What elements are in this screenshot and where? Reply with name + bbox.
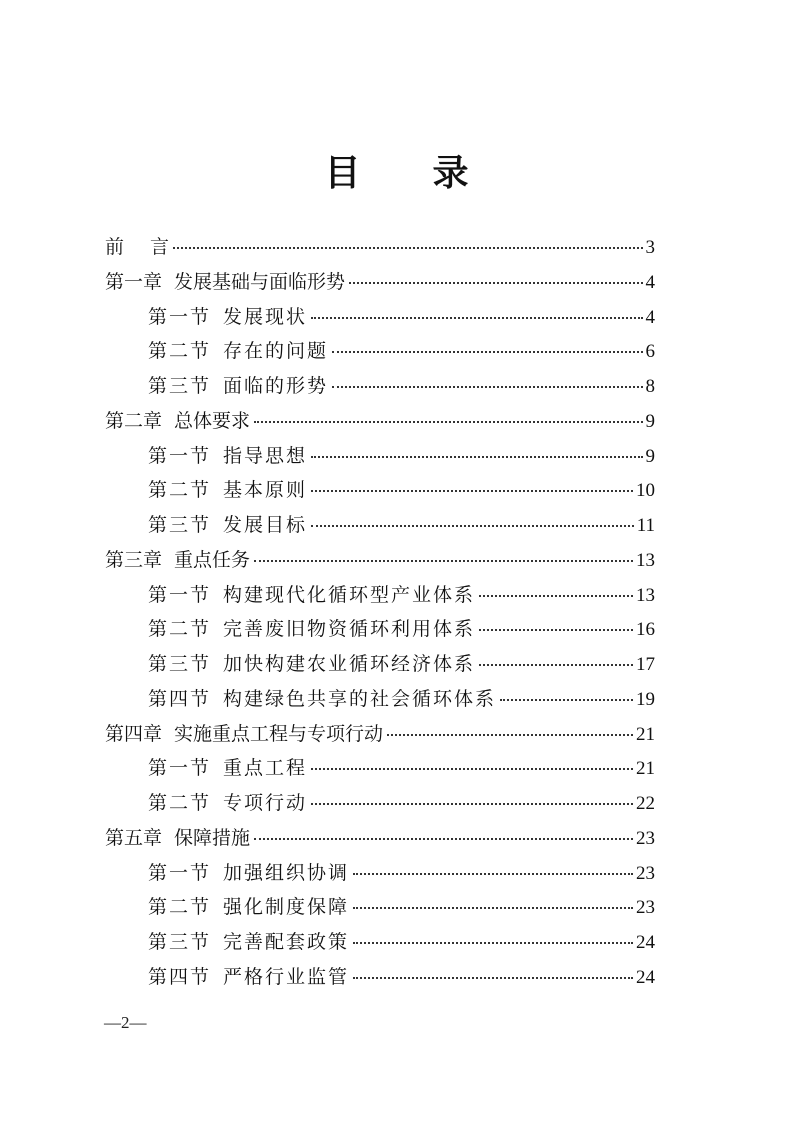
dot-leader — [254, 560, 633, 562]
toc-entry-label — [148, 612, 475, 647]
toc-section-row[interactable] — [105, 682, 655, 717]
toc-entry-number: 第三节 — [148, 375, 212, 397]
dot-leader — [353, 942, 633, 944]
toc-entry-title: 总体要求 — [174, 409, 251, 432]
toc-entry-number: 第三节 — [148, 653, 212, 675]
toc-page-number: 16 — [636, 619, 655, 641]
toc-page-number: 13 — [636, 549, 655, 571]
dot-leader — [353, 873, 633, 875]
toc-entry-label — [105, 821, 250, 856]
toc-section-row[interactable] — [105, 925, 655, 960]
toc-entry-number: 第四节 — [148, 687, 212, 710]
toc-entry-number: 第一章 — [105, 270, 163, 293]
dot-leader — [311, 768, 633, 770]
toc-section-row[interactable] — [105, 508, 655, 543]
dot-leader — [387, 734, 633, 736]
toc-entry-title: 完善配套政策 — [223, 931, 350, 953]
toc-entry-number: 第四节 — [148, 965, 212, 988]
dot-leader — [349, 282, 642, 284]
toc-entry-number: 第二章 — [105, 409, 163, 432]
toc-entry-title: 严格行业监管 — [223, 965, 350, 988]
toc-entry-title: 实施重点工程与专项行动 — [174, 722, 384, 745]
toc-page-number: 11 — [636, 515, 655, 536]
dot-leader — [332, 351, 642, 353]
toc-chapter-row[interactable] — [105, 543, 655, 578]
toc-page-number: 19 — [636, 688, 655, 710]
toc-entry-title: 构建绿色共享的社会循环体系 — [223, 687, 497, 710]
toc-entry-number: 第三节 — [148, 931, 212, 953]
toc-section-row[interactable] — [105, 439, 655, 474]
toc-page-number: 22 — [636, 793, 655, 814]
toc-entry-label — [148, 682, 496, 717]
toc-page-number: 3 — [645, 237, 655, 258]
toc-entry-label — [148, 925, 349, 960]
dot-leader — [479, 629, 633, 631]
toc-entry-title: 发展目标 — [223, 514, 308, 536]
toc-entry-label — [148, 473, 307, 508]
toc-chapter-row[interactable] — [105, 404, 655, 439]
table-of-contents — [105, 230, 655, 995]
toc-section-row[interactable] — [105, 578, 655, 613]
dot-leader — [311, 317, 642, 319]
toc-entry-label — [148, 960, 349, 995]
toc-entry-title: 重点工程 — [223, 757, 308, 780]
toc-page-number: 23 — [636, 862, 655, 884]
dot-leader — [500, 699, 633, 701]
toc-section-row[interactable] — [105, 786, 655, 821]
toc-entry-label — [105, 230, 169, 265]
toc-entry-title: 强化制度保障 — [223, 896, 350, 919]
toc-entry-number: 前 — [105, 236, 125, 258]
toc-entry-title: 面临的形势 — [223, 375, 329, 397]
toc-page-number: 6 — [645, 341, 655, 363]
dot-leader — [173, 247, 642, 249]
toc-page-number: 23 — [636, 827, 655, 849]
dot-leader — [353, 977, 633, 979]
toc-entry-label — [105, 543, 250, 578]
toc-entry-title: 存在的问题 — [223, 340, 329, 363]
toc-page-number: 8 — [645, 376, 655, 397]
toc-entry-title: 构建现代化循环型产业体系 — [223, 583, 476, 606]
toc-entry-title: 发展现状 — [223, 305, 308, 328]
toc-entry-number: 第二节 — [148, 618, 212, 641]
toc-entry-label — [148, 856, 349, 891]
toc-chapter-row[interactable] — [105, 717, 655, 752]
toc-chapter-row[interactable] — [105, 821, 655, 856]
toc-entry-number: 第一节 — [148, 583, 212, 606]
toc-page-number: 21 — [636, 758, 655, 780]
toc-entry-title: 指导思想 — [223, 444, 308, 467]
toc-entry-number: 第四章 — [105, 722, 163, 745]
toc-page-number: 17 — [636, 654, 655, 675]
dot-leader — [254, 421, 642, 423]
toc-entry-title: 言 — [150, 236, 170, 258]
toc-page-number: 4 — [645, 306, 655, 328]
toc-entry-title: 发展基础与面临形势 — [174, 270, 346, 293]
toc-section-row[interactable] — [105, 647, 655, 682]
dot-leader — [311, 456, 642, 458]
toc-section-row[interactable] — [105, 856, 655, 891]
toc-entry-label — [148, 647, 475, 682]
toc-section-row[interactable] — [105, 334, 655, 369]
dot-leader — [479, 664, 633, 666]
toc-entry-label — [105, 265, 345, 300]
toc-page-number: 10 — [636, 480, 655, 502]
toc-entry-label — [148, 786, 307, 821]
toc-page-number: 24 — [636, 932, 655, 953]
toc-entry-label — [148, 751, 307, 786]
toc-entry-number: 第二节 — [148, 340, 212, 363]
toc-entry-title: 加快构建农业循环经济体系 — [223, 653, 476, 675]
toc-entry-label — [148, 369, 328, 404]
toc-entry-label — [148, 334, 328, 369]
title-char-1: 目 — [324, 152, 361, 194]
toc-section-row[interactable] — [105, 473, 655, 508]
toc-entry-label — [148, 508, 307, 543]
toc-entry-number: 第二节 — [148, 479, 212, 502]
dot-leader — [353, 907, 633, 909]
toc-entry-title: 基本原则 — [223, 479, 308, 502]
dot-leader — [311, 525, 634, 527]
toc-entry-title: 重点任务 — [174, 548, 251, 571]
toc-entry-number: 第二节 — [148, 792, 212, 814]
toc-section-row[interactable] — [105, 300, 655, 335]
dot-leader — [254, 838, 633, 840]
toc-page-number: 24 — [636, 966, 655, 988]
toc-page-number: 4 — [645, 271, 655, 293]
toc-page-number: 9 — [645, 410, 655, 432]
toc-section-row[interactable] — [105, 612, 655, 647]
dot-leader — [479, 595, 633, 597]
toc-entry-number: 第二节 — [148, 896, 212, 919]
toc-entry-title: 完善废旧物资循环利用体系 — [223, 618, 476, 641]
toc-entry-number: 第五章 — [105, 826, 163, 849]
toc-entry-title: 专项行动 — [223, 792, 308, 814]
dot-leader — [311, 490, 633, 492]
page-number-footer: —2— — [104, 1013, 147, 1032]
toc-section-row[interactable] — [105, 960, 655, 995]
toc-entry-label — [148, 439, 307, 474]
toc-entry-label — [148, 890, 349, 925]
toc-page-number: 13 — [636, 584, 655, 606]
toc-entry-label — [105, 404, 250, 439]
dot-leader — [311, 803, 633, 805]
toc-page-number: 23 — [636, 897, 655, 919]
dot-leader — [332, 386, 642, 388]
toc-entry-label — [105, 717, 383, 752]
toc-entry-number: 第三节 — [148, 514, 212, 536]
toc-section-row[interactable] — [105, 369, 655, 404]
toc-entry-number: 第三章 — [105, 548, 163, 571]
toc-entry-label — [148, 578, 475, 613]
toc-entry-title: 保障措施 — [174, 826, 251, 849]
toc-entry-number: 第一节 — [148, 861, 212, 884]
title-char-2: 录 — [432, 152, 469, 194]
toc-chapter-row[interactable] — [105, 265, 655, 300]
toc-entry-title: 加强组织协调 — [223, 861, 350, 884]
page-title — [0, 148, 793, 198]
toc-entry-number: 第一节 — [148, 305, 212, 328]
toc-entry-label — [148, 300, 307, 335]
toc-entry-number: 第一节 — [148, 444, 212, 467]
toc-page-number: 9 — [645, 445, 655, 467]
toc-chapter-row[interactable] — [105, 230, 655, 265]
toc-page-number: 21 — [636, 723, 655, 745]
toc-section-row[interactable] — [105, 890, 655, 925]
toc-entry-number: 第一节 — [148, 757, 212, 780]
toc-section-row[interactable] — [105, 751, 655, 786]
